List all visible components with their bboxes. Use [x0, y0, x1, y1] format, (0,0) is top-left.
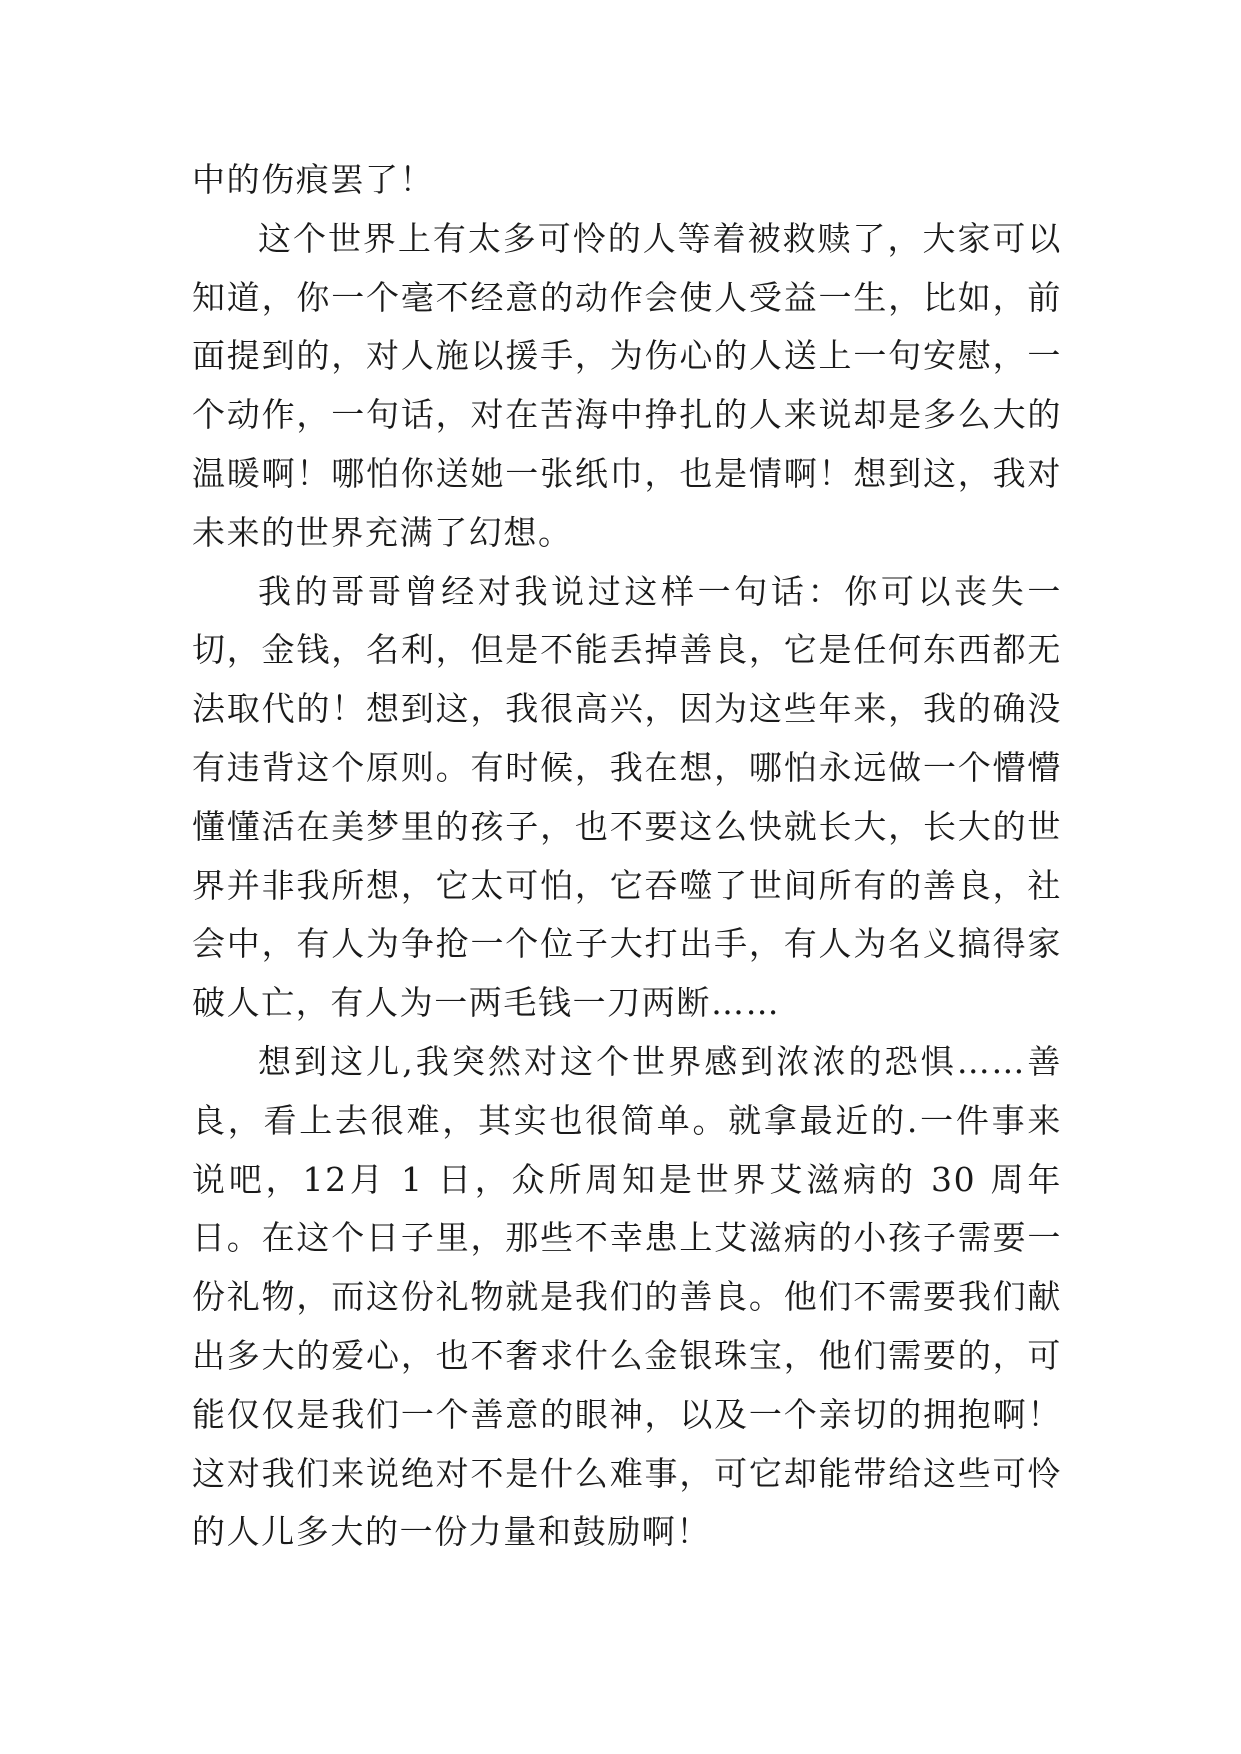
paragraph-continuation: 中的伤痕罢了！: [192, 160, 435, 199]
paragraph: 我的哥哥曾经对我说过这样一句话：你可以丧失一切，金钱，名利，但是不能丢掉善良，它是任何东西都无法取代的！想到这，我很高兴，因为这些年来，我的确没有违背这个原则。有时候，我在想，哪怕永远做一个懵懵懂懂活在美梦里的孩子，也不要这么快就长大，长大的世界并非我所想，它太可怕，它吞噬了世间所有的善良，社会中，有人为争抢一个位子大打出手，有人为名义搞得家破人亡，有人为一两毛钱一刀两断……: [192, 571, 1062, 1023]
paragraph: 这个世界上有太多可怜的人等着被救赎了，大家可以知道，你一个毫不经意的动作会使人受益一生，比如，前面提到的，对人施以援手，为伤心的人送上一句安慰，一个动作，一句话，对在苦海中挣扎的人来说却是多么大的温暖啊！哪怕你送她一张纸巾，也是情啊！想到这，我对未来的世界充满了幻想。: [192, 218, 1062, 552]
paragraph: 想到这儿,我突然对这个世界感到浓浓的恐惧……善良，看上去很难，其实也很简单。就拿最近的.一件事来说吧，12月 1 日，众所周知是世界艾滋病的 30 周年日。在这个日子里，那些不幸患上艾滋病的小孩子需要一份礼物，而这份礼物就是我们的善良。他们不需要我们献出多大的爱心，也不奢求什么金银珠宝，他们需要的，可能仅仅是我们一个善意的眼神，以及一个亲切的拥抱啊！这对我们来说绝对不是什么难事，可它却能带给这些可怜的人儿多大的一份力量和鼓励啊！: [192, 1041, 1062, 1552]
essay-body: [192, 151, 1062, 1562]
